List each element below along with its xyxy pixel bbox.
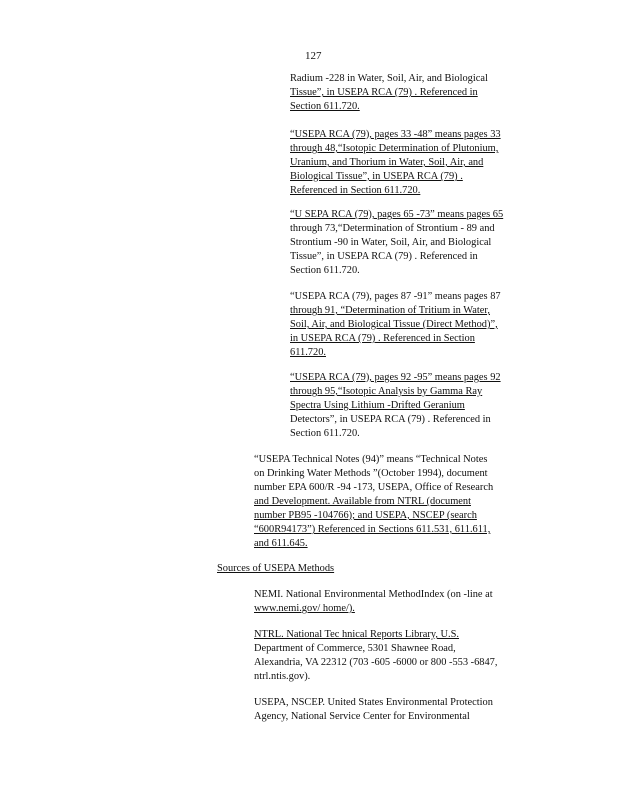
- definition-rca-pages-33-48: [290, 128, 534, 198]
- text-line: “USEPA RCA (79), pages 92 -95” means pages 92: [290, 372, 501, 383]
- text-line: through 73,“Determination of Strontium - 89 and: [290, 223, 495, 234]
- text-line: ntrl.ntis.gov).: [254, 671, 311, 682]
- text-line: Tissue”, in USEPA RCA (79) . Referenced in: [290, 87, 478, 98]
- text-line: Detectors”, in USEPA RCA (79) . Referenced in: [290, 414, 491, 425]
- text-line: Alexandria, VA 22312 (703 -605 -6000 or 800 -553 -6847,: [254, 657, 498, 668]
- text-line: Spectra Using Lithium -Drifted Geranium: [290, 400, 465, 411]
- text-line: NEMI. National Environmental MethodIndex (on -line at: [254, 589, 493, 600]
- section-heading-sources: [217, 562, 334, 576]
- text-line: on Drinking Water Methods ”(October 1994), document: [254, 468, 488, 479]
- text-line: 611.720.: [290, 347, 326, 358]
- text-line: “USEPA RCA (79), pages 87 -91” means pages 87: [290, 291, 501, 302]
- definition-rca-pages-65-73: [290, 208, 534, 278]
- text-line: Radium -228 in Water, Soil, Air, and Biological: [290, 73, 488, 84]
- text-line: Department of Commerce, 5301 Shawnee Road,: [254, 643, 456, 654]
- text-line: Uranium, and Thorium in Water, Soil, Air, and: [290, 157, 484, 168]
- definition-rca-pages-87-91: [290, 290, 534, 360]
- definition-rca-pages-92-95: [290, 371, 534, 441]
- text-line: Section 611.720.: [290, 265, 360, 276]
- text-line: Agency, National Service Center for Environmental: [254, 711, 470, 722]
- source-nemi: [254, 588, 534, 616]
- text-line: “U SEPA RCA (79), pages 65 -73” means pages 65: [290, 209, 504, 220]
- text-line: through 95,“Isotopic Analysis by Gamma Ray: [290, 386, 483, 397]
- text-line: Section 611.720.: [290, 428, 360, 439]
- source-ntrl: [254, 628, 534, 684]
- heading-text: Sources of USEPA Methods: [217, 563, 335, 574]
- page-number: 127: [305, 50, 322, 62]
- definition-radium-228: [290, 72, 534, 114]
- text-line: USEPA, NSCEP. United States Environmental Protection: [254, 697, 493, 708]
- text-line: and 611.645.: [254, 538, 308, 549]
- text-line: “USEPA Technical Notes (94)” means “Technical Notes: [254, 454, 488, 465]
- text-line: Referenced in Section 611.720.: [290, 185, 421, 196]
- text-line: number PB95 -104766); and USEPA, NSCEP (search: [254, 510, 477, 521]
- text-line: through 91, “Determination of Tritium in Water,: [290, 305, 490, 316]
- text-line: NTRL. National Tec hnical Reports Library, U.S.: [254, 629, 460, 640]
- text-line: “600R94173”) Referenced in Sections 611.531, 611.611,: [254, 524, 491, 535]
- text-line: Biological Tissue”, in USEPA RCA (79) .: [290, 171, 463, 182]
- text-line: Section 611.720.: [290, 101, 360, 112]
- text-line: through 48,“Isotopic Determination of Plutonium,: [290, 143, 499, 154]
- text-line: Strontium -90 in Water, Soil, Air, and Biological: [290, 237, 492, 248]
- text-line: number EPA 600/R -94 -173, USEPA, Office of Research: [254, 482, 494, 493]
- definition-usepa-technical-notes-94: [254, 453, 534, 551]
- text-line: Tissue”, in USEPA RCA (79) . Referenced in: [290, 251, 478, 262]
- source-nscep: [254, 696, 534, 724]
- text-line: www.nemi.gov/ home/).: [254, 603, 355, 614]
- text-line: “USEPA RCA (79), pages 33 -48” means pages 33: [290, 129, 501, 140]
- text-line: in USEPA RCA (79) . Referenced in Section: [290, 333, 475, 344]
- text-line: and Development. Available from NTRL (document: [254, 496, 471, 507]
- text-line: Soil, Air, and Biological Tissue (Direct Method)”,: [290, 319, 498, 330]
